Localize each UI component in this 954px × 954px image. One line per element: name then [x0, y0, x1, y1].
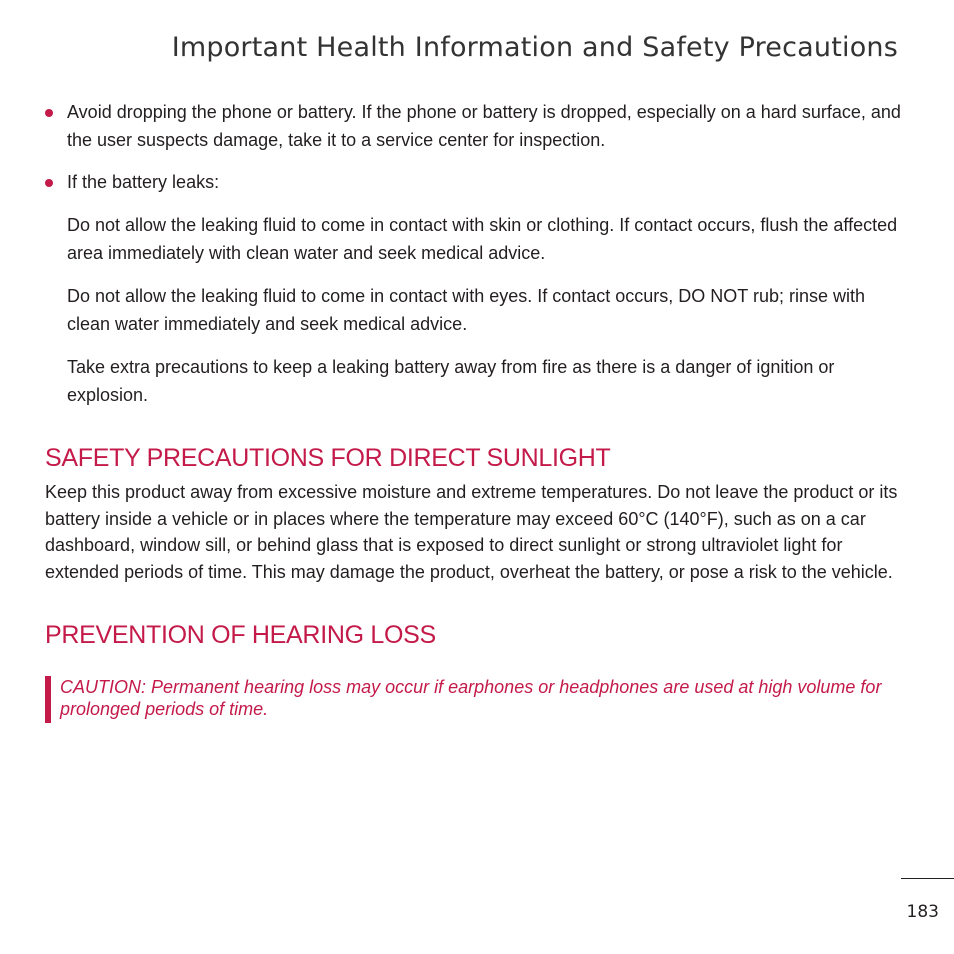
page-number: 183	[906, 902, 939, 922]
section-heading-sunlight: SAFETY PRECAUTIONS FOR DIRECT SUNLIGHT	[45, 444, 611, 472]
section-heading-hearing: PREVENTION OF HEARING LOSS	[45, 621, 436, 649]
page-content	[45, 98, 907, 720]
leak-fire-paragraph: Take extra precautions to keep a leaking battery away from fire as there is a danger of ignition or explosion.	[67, 357, 835, 405]
leak-skin-paragraph: Do not allow the leaking fluid to come in contact with skin or clothing. If contact occurs, flush the affected area immediately with clean water and seek medical advice.	[67, 215, 898, 263]
page-title: Important Health Information and Safety Precautions	[171, 32, 898, 63]
bullet-text: Avoid dropping the phone or battery. If the phone or battery is dropped, especially on a hard surface, and the user suspects damage, take it to a service center for inspection.	[67, 102, 901, 150]
bullet-text: If the battery leaks:	[67, 172, 220, 192]
leak-eyes-paragraph: Do not allow the leaking fluid to come in contact with eyes. If contact occurs, DO NOT rub; rinse with clean water immediately and seek medical advice.	[67, 286, 866, 334]
caution-bar	[45, 676, 51, 723]
list-item-drop-warning	[45, 98, 907, 154]
sunlight-paragraph: Keep this product away from excessive moisture and extreme temperatures. Do not leave the product or its battery inside a vehicle or in places where the temperature may exceed 60°C (140°F), such as on a car dashboard, window sill, or behind glass that is exposed to direct sunlight or strong ultraviolet light for extended periods of time. This may damage the product, overheat the battery, or pose a risk to the vehicle.	[45, 482, 898, 582]
bullet-icon	[45, 179, 53, 187]
battery-bullet-list	[45, 98, 907, 409]
list-item-battery-leaks	[45, 168, 907, 409]
caution-note	[45, 676, 907, 720]
caution-text: CAUTION: Permanent hearing loss may occur if earphones or headphones are used at high volume for prolonged periods of time.	[60, 677, 882, 719]
footer-divider	[901, 878, 954, 879]
bullet-icon	[45, 109, 53, 117]
